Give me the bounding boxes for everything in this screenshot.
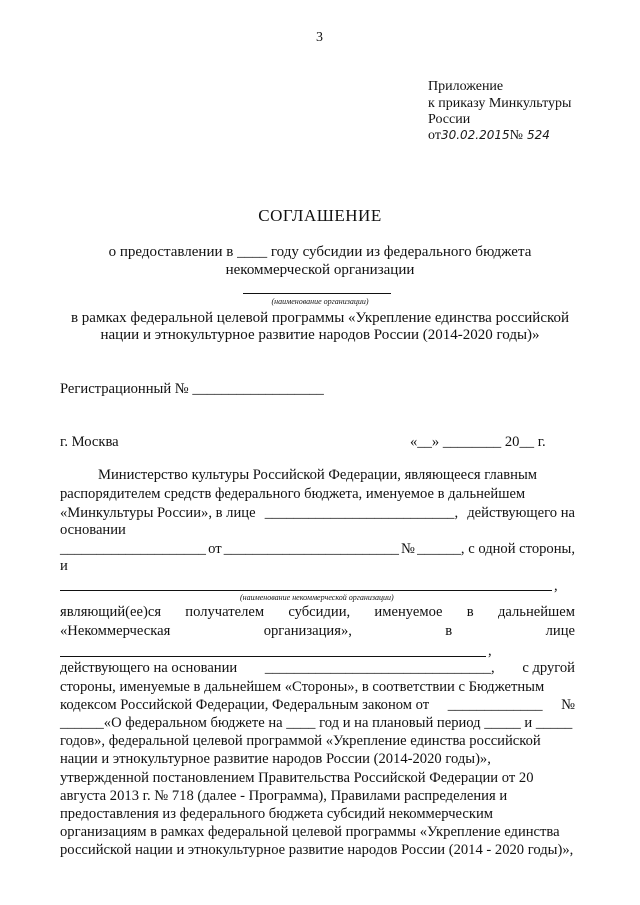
body-line-15: годов», федеральной целевой программой «Укрепление единства российской bbox=[60, 733, 541, 749]
body-line-2: распорядителем средств федерального бюджета, именуемое в дальнейшем bbox=[60, 486, 526, 502]
body-line-14: ______«О федеральном бюджете на ____ год и на плановый период _____ и _____ bbox=[60, 715, 573, 731]
handwritten-number: 524 bbox=[527, 128, 550, 142]
body-line-11: действующего на основании _______________________________, с другой bbox=[60, 660, 575, 676]
body-line-8: являющий(ее)ся получателем субсидии, именуемое в дальнейшем bbox=[60, 604, 575, 620]
body-line-5: ____________________ от ________________________ № ______, с одной стороны, bbox=[60, 541, 575, 557]
appendix-title: Приложение bbox=[428, 79, 504, 94]
body-line-1: Министерство культуры Российской Федерации, являющееся главным bbox=[98, 467, 538, 483]
from-label: от bbox=[428, 128, 441, 143]
body-line-13: кодексом Российской Федерации, Федеральным законом от _____________ № bbox=[60, 697, 575, 713]
org-name-line bbox=[243, 293, 391, 294]
body-line-6: и bbox=[60, 558, 68, 574]
body-line-4: основании bbox=[60, 522, 126, 538]
representative-comma: , bbox=[488, 643, 492, 659]
appendix-country: России bbox=[428, 112, 471, 127]
registration-line bbox=[60, 381, 324, 398]
agreement-date: «__» ________ 20__ г. bbox=[410, 434, 546, 450]
body-line-20: организациям в рамках федеральной целевой программы «Укрепление единства bbox=[60, 824, 560, 840]
org-name-caption: (наименование организации) bbox=[271, 297, 369, 306]
city: г. Москва bbox=[60, 434, 119, 450]
program-line-2: нации и этнокультурное развитие народов России (2014-2020 годы)» bbox=[100, 327, 540, 343]
body-line-3: «Минкультуры России», в лице __________________________, действующего на bbox=[60, 505, 575, 521]
number-sign: № bbox=[509, 128, 524, 143]
subtitle-line-1: о предоставлении в ____ году субсидии из федерального бюджета bbox=[108, 244, 532, 260]
representative-line bbox=[60, 656, 486, 657]
body-line-12: стороны, именуемые в дальнейшем «Стороны», в соответствии с Бюджетным bbox=[60, 679, 545, 695]
body-line-16: нации и этнокультурное развитие народов России (2014-2020 годы)», bbox=[60, 751, 491, 767]
body-line-18: августа 2013 г. № 718 (далее - Программа), Правилами распределения и bbox=[60, 788, 508, 804]
body-line-21: российской нации и этнокультурное развитие народов России (2014 - 2020 годы)», bbox=[60, 842, 574, 858]
subtitle-line-2: некоммерческой организации bbox=[225, 262, 415, 278]
page-number: 3 bbox=[316, 30, 323, 45]
handwritten-date: 30.02.2015 bbox=[440, 128, 510, 142]
document-title: СОГЛАШЕНИЕ bbox=[258, 206, 382, 225]
nko-name-caption: (наименование некоммерческой организации) bbox=[240, 593, 394, 602]
appendix-order: к приказу Минкультуры bbox=[428, 96, 572, 111]
body-line-17: утвержденной постановлением Правительства Российской Федерации от 20 bbox=[60, 770, 534, 786]
program-line-1: в рамках федеральной целевой программы «Укрепление единства российской bbox=[70, 310, 570, 326]
registration-blank: __________________ bbox=[192, 381, 324, 397]
body-line-19: предоставления из федерального бюджета субсидий некоммерческим bbox=[60, 806, 493, 822]
registration-label: Регистрационный № bbox=[60, 381, 189, 397]
appendix-date-line bbox=[428, 128, 550, 144]
nko-line-comma: , bbox=[554, 578, 558, 594]
nko-name-line bbox=[60, 590, 552, 591]
body-line-9: «Некоммерческая организация», в лице bbox=[60, 623, 575, 639]
